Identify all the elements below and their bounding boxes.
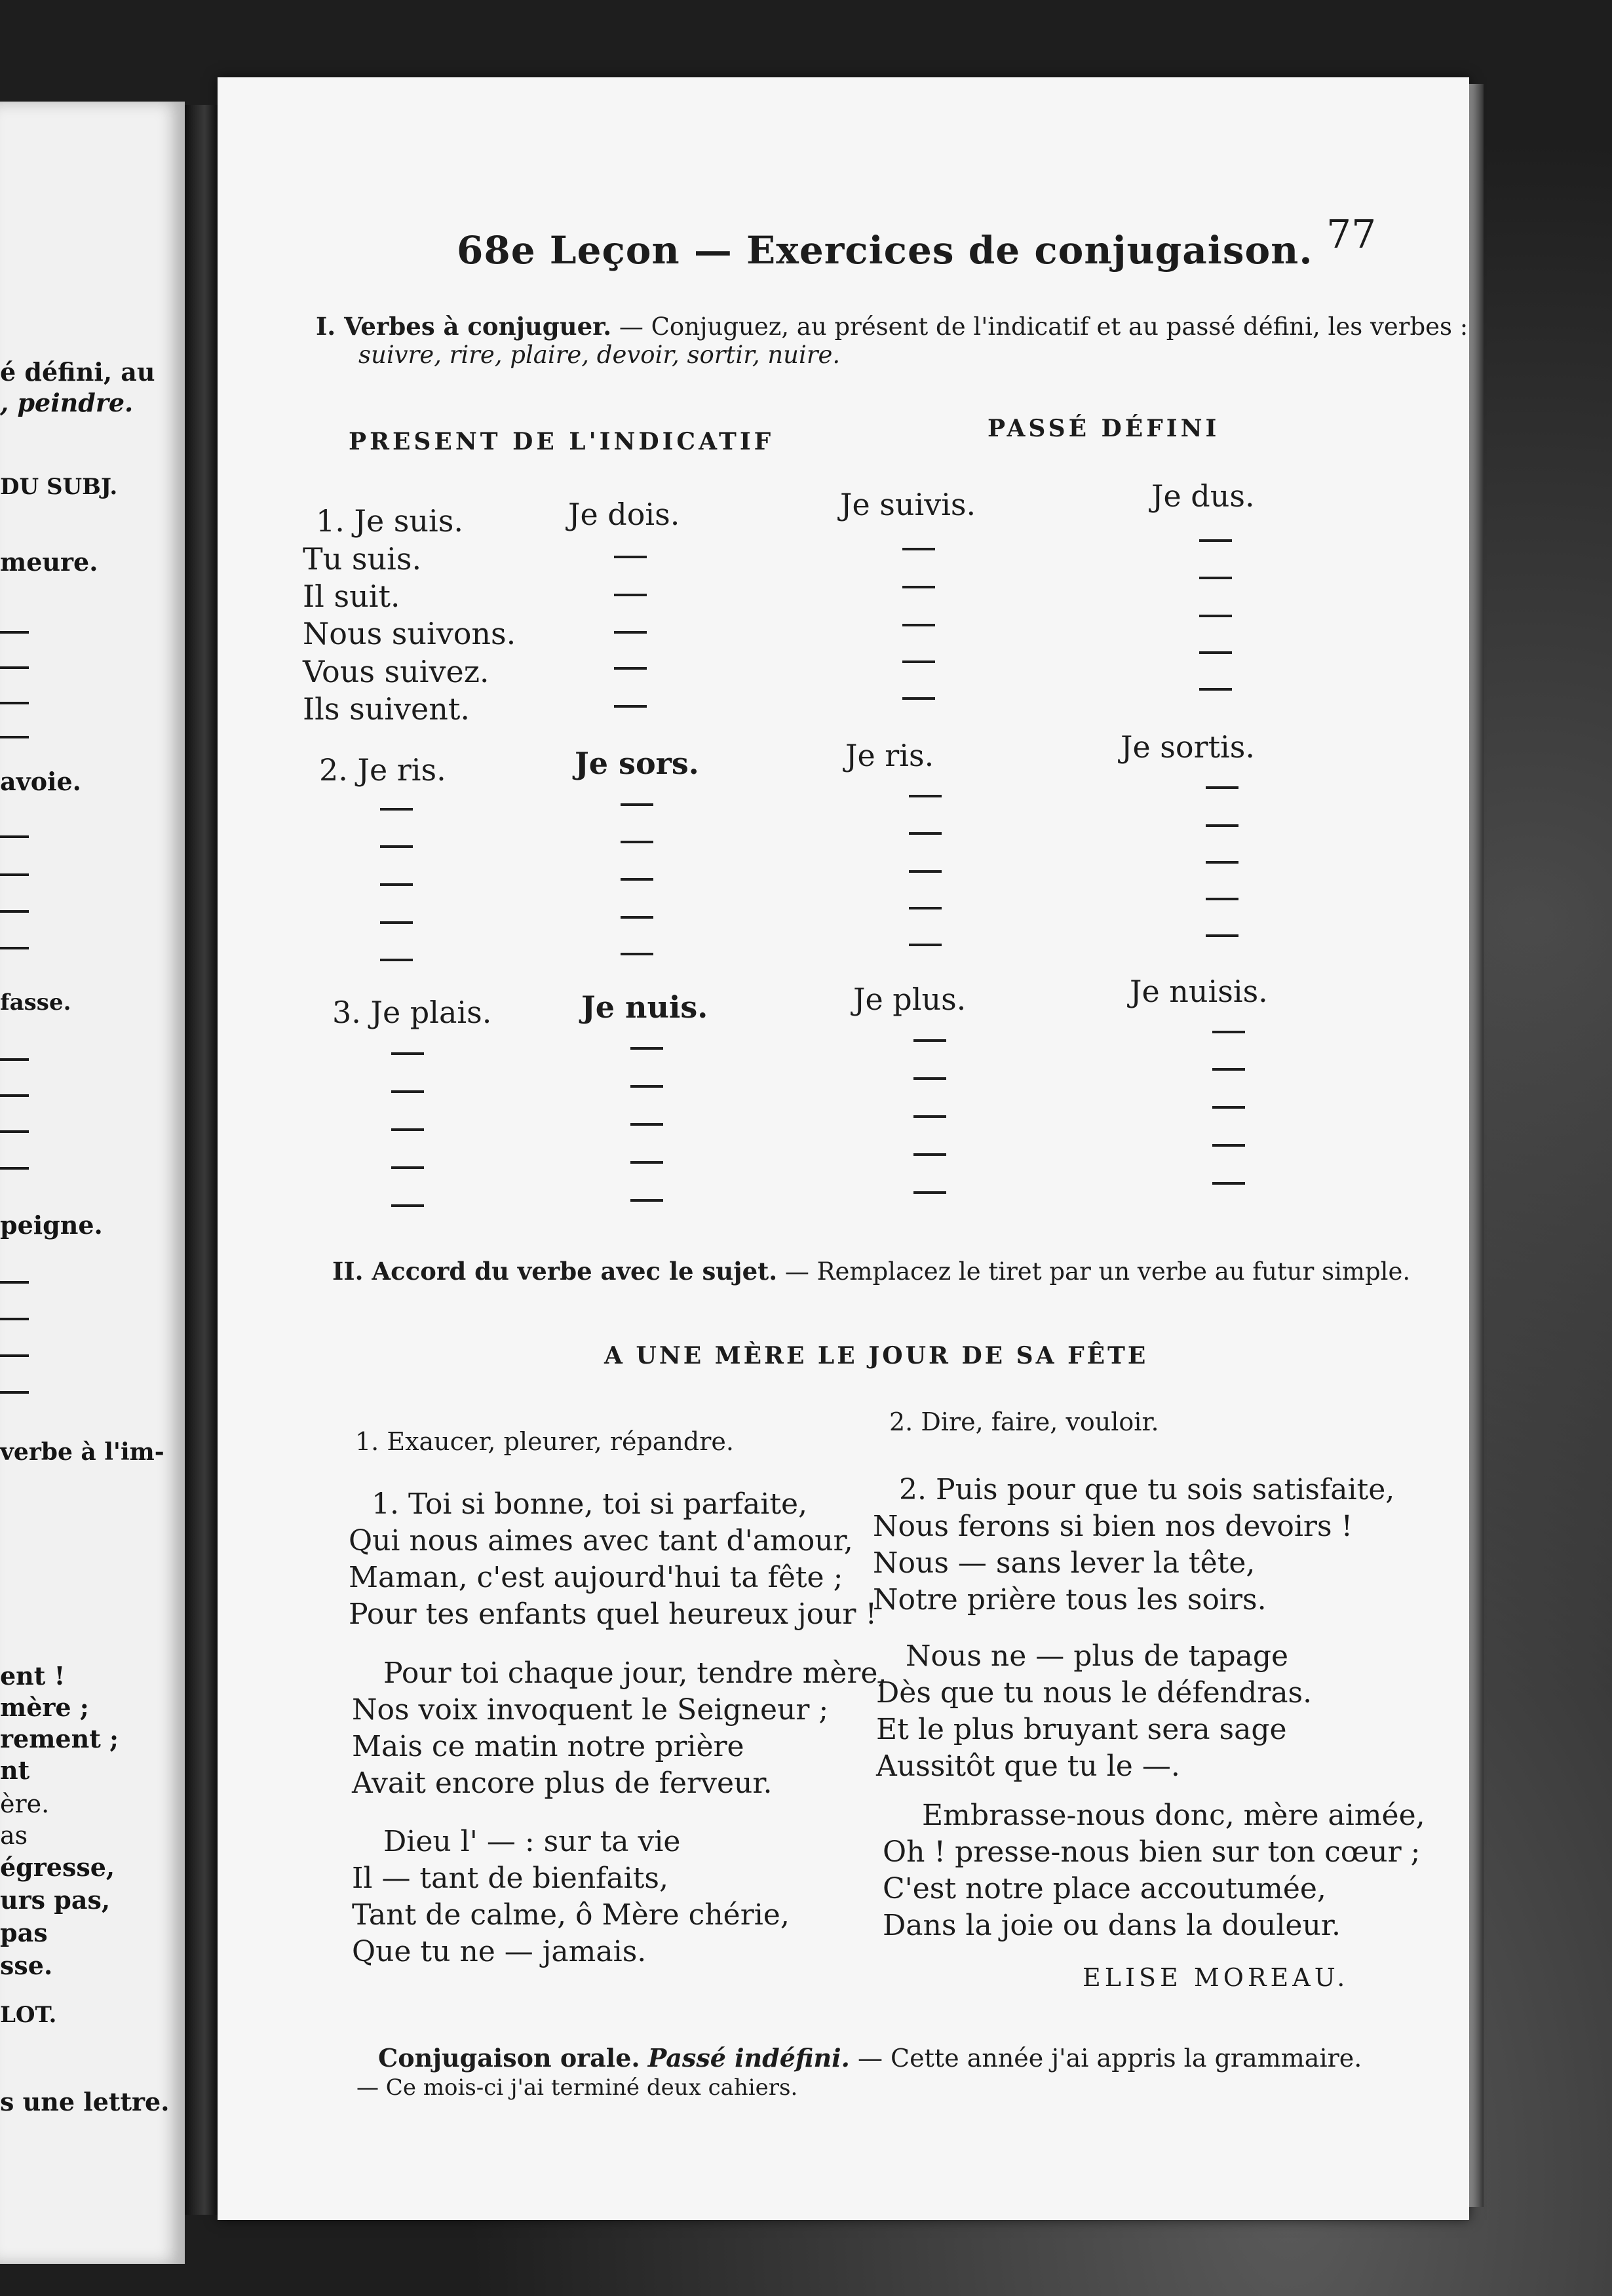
verbs-part2: 2. Dire, faire, vouloir. [889,1407,1159,1436]
poem-stanza-1 [349,1486,877,1633]
poem-line: Dieu l' — : sur ta vie [383,1825,681,1858]
conjugation-head: 3. Je plais. [332,995,492,1030]
left-dash [0,1391,29,1394]
column-heading-present: PRESENT DE L'INDICATIF [349,428,775,455]
verb-list: suivre, rire, plaire, devoir, sortir, nuire. [358,341,841,369]
book-gutter [185,105,218,2215]
blank-dash [913,1191,946,1194]
left-line: avoie. [0,767,81,796]
oral-tense: Passé indéfini. [647,2043,850,2073]
conjugation-line: Il suit. [303,579,400,614]
left-line: fasse. [0,989,71,1016]
poem-line: Embrasse-nous donc, mère aimée, [922,1799,1425,1832]
blank-dash [1206,786,1238,789]
verbs-part1: 1. Exaucer, pleurer, répandre. [355,1427,734,1456]
left-dash [0,1354,29,1357]
blank-dash [380,883,413,886]
blank-dash [1199,651,1232,654]
conjugation-head: Je nuis. [581,989,708,1025]
left-line: ère. [0,1789,50,1818]
poem-line: Pour tes enfants quel heureux jour ! [349,1598,877,1631]
left-page-fragment [0,102,185,2264]
left-dash [0,666,29,669]
exercise2-text: — Remplacez le tiret par un verbe au futur simple. [784,1257,1411,1286]
blank-dash [621,803,653,806]
poem-line: Nos voix invoquent le Seigneur ; [352,1693,829,1727]
left-line: urs pas, [0,1885,111,1915]
page-number: 77 [1326,212,1377,258]
blank-dash [1212,1106,1245,1109]
conjugation-head: 2. Je ris. [319,752,446,788]
poem-line: Avait encore plus de ferveur. [352,1767,773,1800]
poem-line: Notre prière tous les soirs. [873,1583,1267,1617]
left-line: é défini, au [0,357,155,387]
poem-line: Oh ! presse-nous bien sur ton cœur ; [883,1835,1421,1869]
blank-dash [902,624,935,626]
poem-signature: ELISE MOREAU. [1083,1963,1349,1992]
blank-dash [614,594,647,596]
left-dash [0,873,29,876]
blank-dash [1199,615,1232,617]
poem-line: Tant de calme, ô Mère chérie, [352,1898,790,1932]
blank-dash [630,1161,663,1164]
blank-dash [913,1115,946,1118]
poem-stanza-2 [352,1655,887,1802]
exercise1-label: I. Verbes à conjuguer. [316,312,612,341]
poem-line: Aussitôt que tu le —. [876,1750,1180,1783]
blank-dash [1199,539,1232,542]
conjugation-head: Je nuisis. [1130,974,1268,1009]
blank-dash [630,1199,663,1202]
left-dash [0,1094,29,1097]
left-line: DU SUBJ. [0,474,118,500]
poem-line: Nous ferons si bien nos devoirs ! [873,1510,1353,1543]
exercise1-verbs [358,341,840,369]
poem-line: C'est notre place accoutumée, [883,1872,1326,1905]
blank-dash [913,1039,946,1042]
blank-dash [902,586,935,588]
conjugation-line: 1. Je suis. [316,503,463,539]
conjugation-line: Ils suivent. [303,691,470,727]
conjugation-line: Nous suivons. [303,616,516,651]
conjugation-line: Tu suis. [303,541,422,577]
left-line: ent ! [0,1661,66,1691]
poem-line: Nous ne — plus de tapage [906,1639,1289,1673]
blank-dash [913,1153,946,1156]
left-dash [0,910,29,913]
blank-dash [614,667,647,670]
poem-line: Pour toi chaque jour, tendre mère, [383,1656,887,1690]
left-line: s une lettre. [0,2087,170,2116]
oral-conjugation [378,2043,1362,2073]
blank-dash [1212,1182,1245,1185]
left-dash [0,1130,29,1133]
left-line: peigne. [0,1210,103,1240]
blank-dash [621,953,653,955]
blank-dash [380,808,413,811]
blank-dash [913,1077,946,1080]
poem-stanza-4 [873,1472,1394,1618]
conjugation-head: Je sortis. [1121,729,1256,765]
blank-dash [391,1128,424,1131]
poem-line: 1. Toi si bonne, toi si parfaite, [372,1487,808,1521]
oral-line-2: — Ce mois-ci j'ai terminé deux cahiers. [356,2075,798,2101]
blank-dash [1206,861,1238,864]
blank-dash [909,832,942,835]
poem-line: Dans la joie ou dans la douleur. [883,1909,1341,1942]
left-line: égresse, [0,1852,115,1882]
book-page [218,77,1469,2220]
exercise1-text: — Conjuguez, au présent de l'indicatif et au passé défini, les verbes : [619,313,1468,341]
blank-dash [909,944,942,946]
poem-line: Que tu ne — jamais. [352,1935,647,1968]
left-dash [0,736,29,738]
conjugation-head: Je suivis. [840,487,976,522]
blank-dash [630,1085,663,1088]
left-line: verbe à l'im- [0,1438,164,1466]
left-dash [0,1167,29,1170]
blank-dash [614,631,647,634]
blank-dash [630,1123,663,1126]
blank-dash [614,556,647,558]
left-line: meure. [0,547,98,577]
left-line: sse. [0,1951,53,1980]
blank-dash [621,841,653,843]
conjugation-head: Je plus. [853,982,967,1017]
conjugation-head: Je ris. [845,738,934,773]
blank-dash [630,1047,663,1050]
poem-line: 2. Puis pour que tu sois satisfaite, [899,1473,1395,1506]
poem-line: Et le plus bruyant sera sage [876,1713,1287,1746]
left-line: , peindre. [0,388,134,417]
left-line: LOT. [0,2002,57,2028]
blank-dash [391,1090,424,1093]
left-line: as [0,1821,28,1850]
blank-dash [621,878,653,881]
blank-dash [1206,934,1238,937]
blank-dash [1199,688,1232,691]
blank-dash [909,795,942,797]
poem-stanza-3 [352,1824,790,1970]
poem-stanza-6 [883,1797,1425,1944]
blank-dash [902,660,935,663]
poem-line: Dès que tu nous le défendras. [876,1676,1313,1710]
left-dash [0,1281,29,1284]
conjugation-line: Vous suivez. [303,654,489,689]
column-heading-passe-defini: PASSÉ DÉFINI [988,415,1220,442]
blank-dash [614,705,647,708]
blank-dash [1212,1031,1245,1033]
blank-dash [621,916,653,919]
blank-dash [380,921,413,924]
blank-dash [909,870,942,873]
blank-dash [902,697,935,700]
blank-dash [380,959,413,961]
lesson-title: 68e Leçon — Exercices de conjugaison. [457,228,1313,273]
blank-dash [391,1166,424,1169]
poem-line: Mais ce matin notre prière [352,1730,744,1763]
left-line: nt [0,1755,30,1785]
blank-dash [1212,1144,1245,1147]
blank-dash [380,845,413,848]
oral-line-1: — Cette année j'ai appris la grammaire. [857,2044,1362,2073]
poem-stanza-5 [876,1638,1312,1785]
exercise2-label: II. Accord du verbe avec le sujet. [332,1257,778,1286]
left-line: rement ; [0,1724,119,1753]
left-dash [0,835,29,838]
oral-label: Conjugaison orale. [378,2043,640,2073]
blank-dash [1199,577,1232,579]
exercise1-instruction [316,312,1468,341]
blank-dash [909,907,942,909]
left-line: pas [0,1918,48,1947]
conjugation-head: Je sors. [575,746,699,781]
left-dash [0,1318,29,1320]
left-dash [0,1058,29,1061]
left-dash [0,702,29,704]
poem-title: A UNE MÈRE LE JOUR DE SA FÊTE [604,1342,1149,1369]
poem-line: Il — tant de bienfaits, [352,1862,668,1895]
blank-dash [1206,898,1238,900]
poem-line: Maman, c'est aujourd'hui ta fête ; [349,1561,843,1594]
poem-line: Qui nous aimes avec tant d'amour, [349,1524,853,1558]
left-dash [0,631,29,634]
poem-line: Nous — sans lever la tête, [873,1546,1256,1580]
blank-dash [902,548,935,550]
left-line: mère ; [0,1693,89,1722]
conjugation-head: Je dois. [568,497,680,532]
blank-dash [391,1204,424,1207]
blank-dash [1212,1068,1245,1071]
left-dash [0,947,29,949]
exercise2-instruction [332,1257,1410,1286]
blank-dash [391,1052,424,1055]
blank-dash [1206,824,1238,827]
conjugation-head: Je dus. [1151,478,1255,514]
